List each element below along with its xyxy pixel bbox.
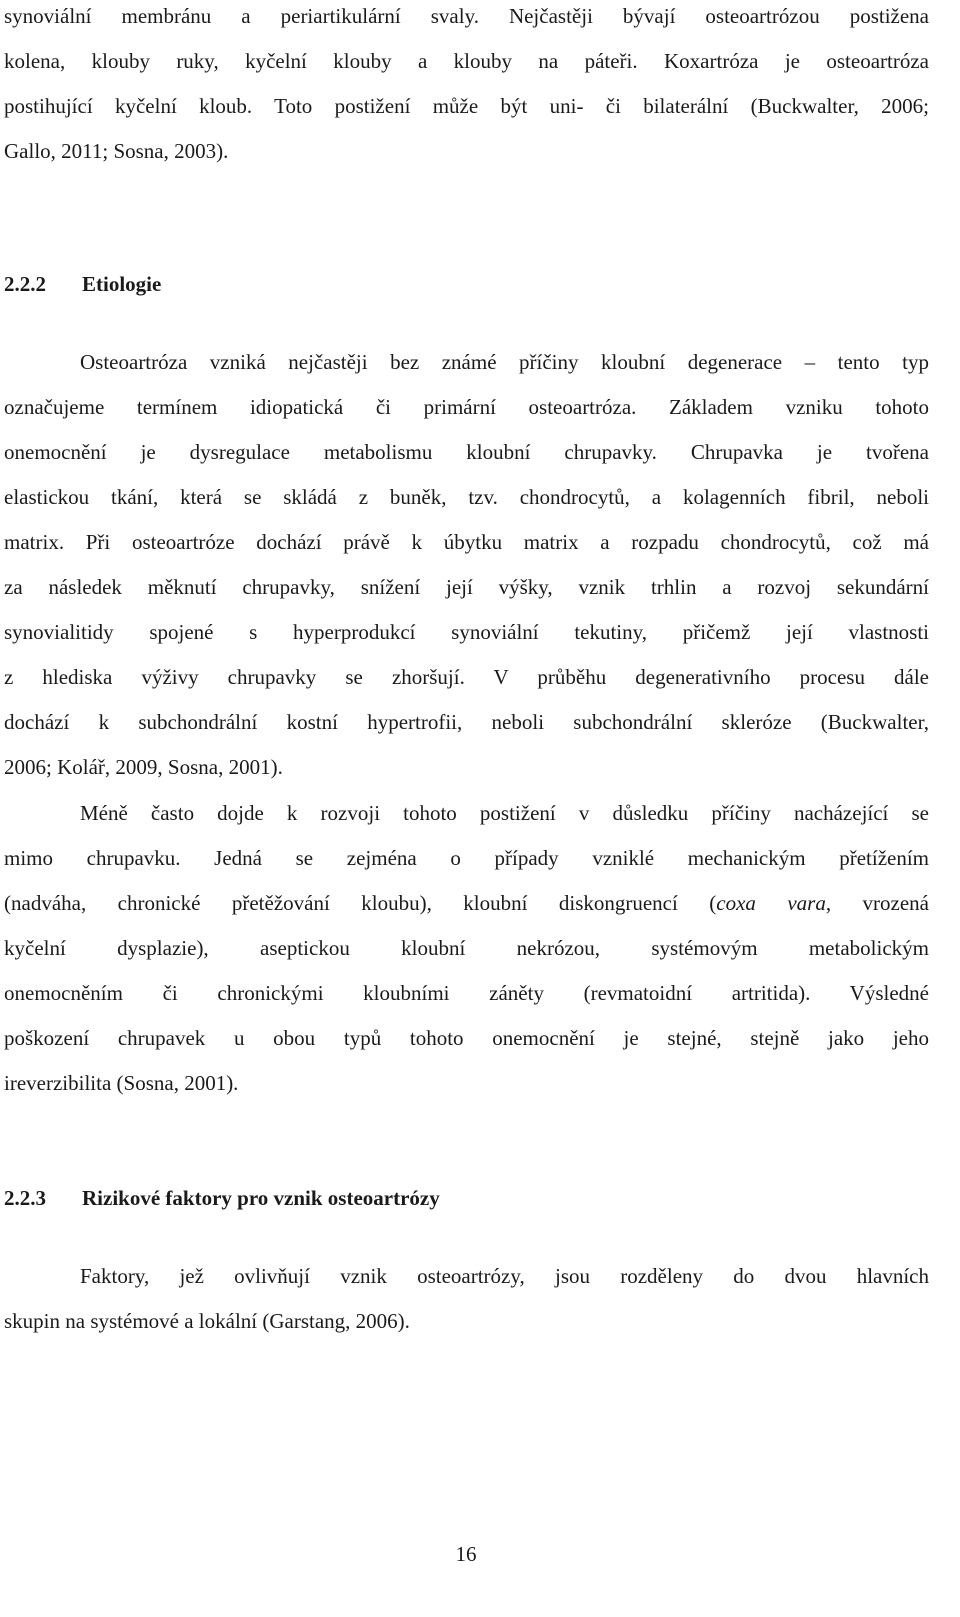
text-line: elastickou tkání, která se skládá z buněk, tzv. chondrocytů, a kolagenních fibril, neboli xyxy=(4,485,929,509)
text-line: onemocnění je dysregulace metabolismu kloubní chrupavky. Chrupavka je tvořena xyxy=(4,440,929,464)
section-number: 2.2.2 xyxy=(4,272,46,296)
section-heading-etiologie xyxy=(4,270,929,298)
text-line: matrix. Při osteoartróze dochází právě k úbytku matrix a rozpadu chondrocytů, což má xyxy=(4,530,929,554)
page-number: 16 xyxy=(455,1542,477,1566)
text-line: Méně často dojde k rozvoji tohoto postižení v důsledku příčiny nacházející se xyxy=(80,801,929,825)
text-line: Faktory, jež ovlivňují vznik osteoartrózy, jsou rozděleny do dvou hlavních xyxy=(80,1264,929,1288)
text-segment: , vrozená xyxy=(825,891,929,915)
section-number: 2.2.3 xyxy=(4,1186,46,1210)
text-line: 2006; Kolář, 2009, Sosna, 2001). xyxy=(4,755,283,779)
text-line: Osteoartróza vzniká nejčastěji bez známé příčiny kloubní degenerace – tento typ xyxy=(80,350,929,374)
text-line: z hlediska výživy chrupavky se zhoršují. V průběhu degenerativního procesu dále xyxy=(4,665,929,689)
text-line: mimo chrupavku. Jedná se zejména o případy vzniklé mechanickým přetížením xyxy=(4,846,929,870)
text-line: Gallo, 2011; Sosna, 2003). xyxy=(4,139,229,163)
text-line: za následek měknutí chrupavky, snížení její výšky, vznik trhlin a rozvoj sekundární xyxy=(4,575,929,599)
text-line: poškození chrupavek u obou typů tohoto onemocnění je stejné, stejně jako jeho xyxy=(4,1026,929,1050)
text-line: ireverzibilita (Sosna, 2001). xyxy=(4,1071,239,1095)
text-line: onemocněním či chronickými kloubními záněty (revmatoidní artritida). Výsledné xyxy=(4,981,929,1005)
section-heading-rizikove-faktory xyxy=(4,1184,929,1212)
text-line: kyčelní dysplazie), aseptickou kloubní nekrózou, systémovým metabolickým xyxy=(4,936,929,960)
text-line: synovialitidy spojené s hyperprodukcí synoviální tekutiny, přičemž její vlastnosti xyxy=(4,620,929,644)
section-title: Etiologie xyxy=(82,272,162,296)
text-line: postihující kyčelní kloub. Toto postižení může být uni- či bilaterální (Buckwalter, 2006; xyxy=(4,94,929,118)
text-line-with-italic xyxy=(4,889,929,917)
text-line: skupin na systémové a lokální (Garstang, 2006). xyxy=(4,1309,410,1333)
italic-term: coxa vara xyxy=(716,891,826,915)
text-line: dochází k subchondrální kostní hypertrofii, neboli subchondrální skleróze (Buckwalter, xyxy=(4,710,929,734)
text-line: označujeme termínem idiopatická či primární osteoartróza. Základem vzniku tohoto xyxy=(4,395,929,419)
text-line: synoviální membránu a periartikulární svaly. Nejčastěji bývají osteoartrózou postižena xyxy=(4,4,929,28)
section-title: Rizikové faktory pro vznik osteoartrózy xyxy=(82,1186,440,1210)
text-line: kolena, klouby ruky, kyčelní klouby a klouby na páteři. Koxartróza je osteoartróza xyxy=(4,49,929,73)
text-segment: (nadváha, chronické přetěžování kloubu), kloubní diskongruencí ( xyxy=(4,891,717,915)
